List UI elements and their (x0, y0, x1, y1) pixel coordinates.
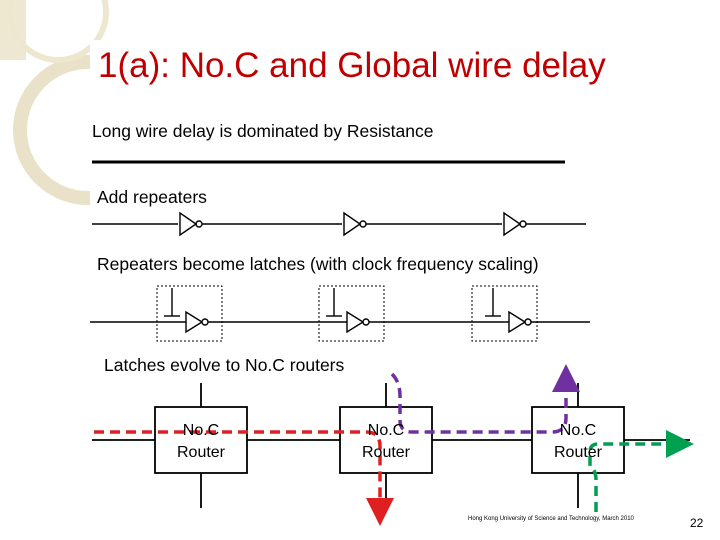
router-label-2: No.C Router (361, 422, 411, 461)
latch-wire (90, 286, 590, 341)
page-number: 22 (690, 516, 704, 530)
router-label-1: No.C Router (176, 422, 226, 461)
point-latches-routers: Latches evolve to No.C routers (104, 355, 345, 375)
point-long-wire: Long wire delay is dominated by Resistance (92, 121, 434, 141)
point-repeaters-latches: Repeaters become latches (with clock frequency scaling) (97, 254, 539, 274)
slide-title: 1(a): No.C and Global wire delay (98, 46, 606, 85)
router-label-3: No.C Router (553, 422, 603, 461)
point-add-repeaters: Add repeaters (97, 187, 207, 207)
footer-text: Hong Kong University of Science and Technology, March 2010 (468, 516, 634, 522)
